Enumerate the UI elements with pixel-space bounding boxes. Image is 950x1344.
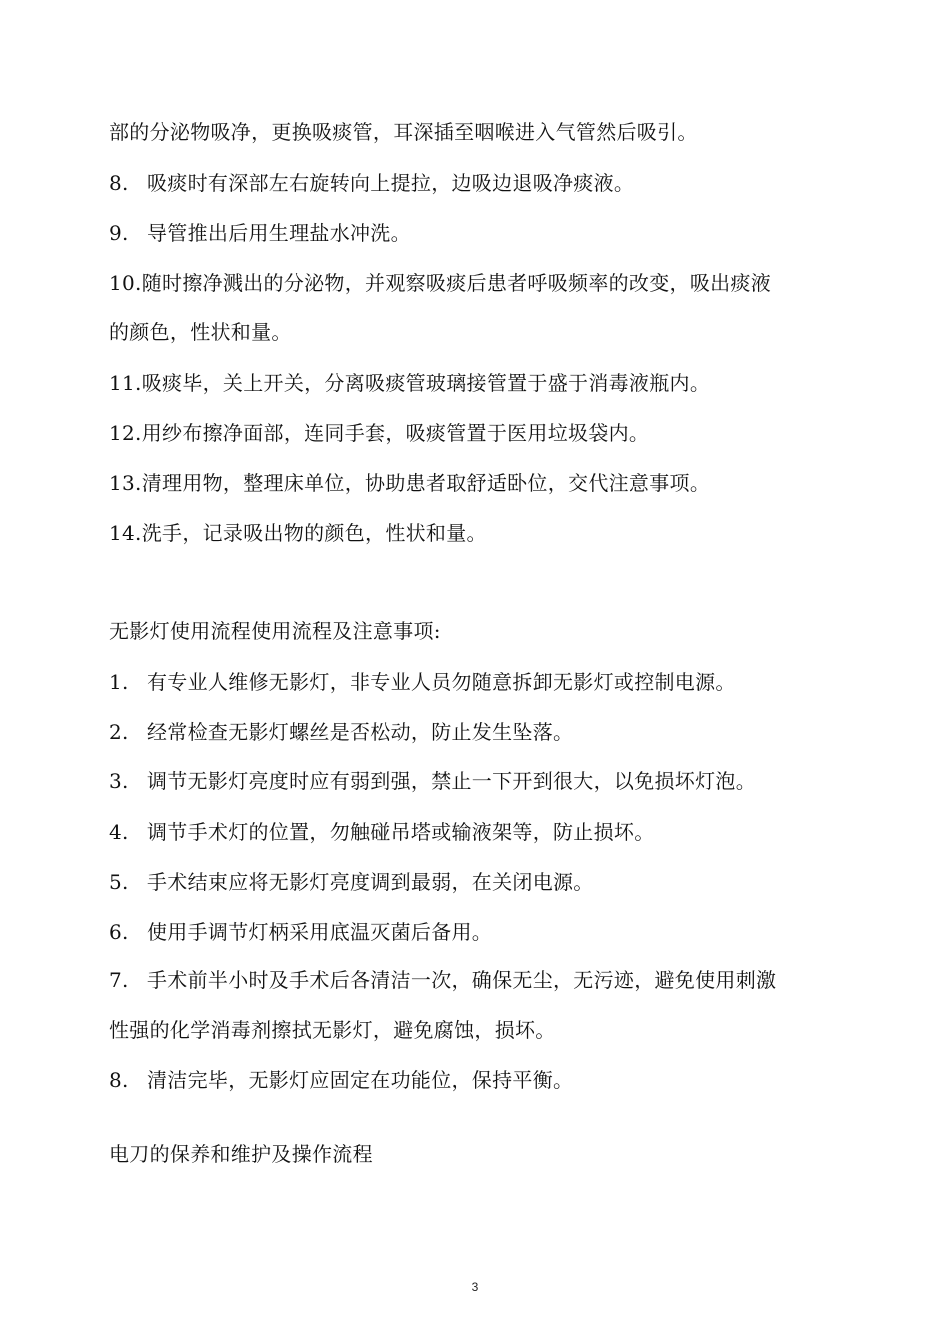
list-item-text: 经常检查无影灯螺丝是否松动，防止发生坠落。 xyxy=(147,720,574,744)
list-item xyxy=(109,1066,849,1094)
list-item-text: 手术结束应将无影灯亮度调到最弱，在关闭电源。 xyxy=(147,870,594,894)
page-number: 3 xyxy=(471,1280,479,1294)
list-item-text: 调节无影灯亮度时应有弱到强，禁止一下开到很大，以免损坏灯泡。 xyxy=(147,769,756,793)
list-item xyxy=(109,868,849,896)
list-item-text: 使用手调节灯柄采用底温灭菌后备用。 xyxy=(147,920,493,944)
list-item xyxy=(109,818,849,846)
list-item-number: 4. xyxy=(109,820,129,844)
list-item xyxy=(109,469,849,497)
list-item-number: 12. xyxy=(109,421,142,445)
list-item-text: 随时擦净溅出的分泌物，并观察吸痰后患者呼吸频率的改变，吸出痰液 xyxy=(141,271,772,295)
list-item-text: 导管推出后用生理盐水冲洗。 xyxy=(147,221,411,245)
list-item-text: 手术前半小时及手术后各清洁一次，确保无尘，无污迹，避免使用刺激 xyxy=(147,968,777,992)
list-item-text: 用纱布擦净面部，连同手套，吸痰管置于医用垃圾袋内。 xyxy=(141,421,650,445)
list-item xyxy=(109,219,849,247)
section-heading: 电刀的保养和维护及操作流程 xyxy=(109,1142,373,1166)
list-item xyxy=(109,668,849,696)
list-item-text: 吸痰时有深部左右旋转向上提拉，边吸边退吸净痰液。 xyxy=(147,171,635,195)
list-item-number: 10. xyxy=(109,271,142,295)
list-item-number: 8. xyxy=(109,1068,129,1092)
list-item-number: 6. xyxy=(109,920,129,944)
list-item xyxy=(109,966,849,994)
list-item-continuation: 性强的化学消毒剂擦拭无影灯，避免腐蚀，损坏。 xyxy=(109,1018,556,1042)
list-item-number: 7. xyxy=(109,968,129,992)
list-item-number: 11. xyxy=(109,371,142,395)
list-item-text: 清洁完毕，无影灯应固定在功能位，保持平衡。 xyxy=(147,1068,574,1092)
list-item xyxy=(109,419,849,447)
list-item xyxy=(109,718,849,746)
list-item xyxy=(109,918,849,946)
list-item-number: 9. xyxy=(109,221,129,245)
list-item xyxy=(109,369,849,397)
list-item-text: 吸痰毕，关上开关，分离吸痰管玻璃接管置于盛于消毒液瓶内。 xyxy=(141,371,711,395)
list-item-text: 清理用物，整理床单位，协助患者取舒适卧位，交代注意事项。 xyxy=(141,471,711,495)
list-item-number: 1. xyxy=(109,670,129,694)
list-item-number: 2. xyxy=(109,720,129,744)
list-item xyxy=(109,169,849,197)
list-item xyxy=(109,519,849,547)
list-item-number: 5. xyxy=(109,870,129,894)
list-item-number: 13. xyxy=(109,471,142,495)
list-item-text: 调节手术灯的位置，勿触碰吊塔或输液架等，防止损坏。 xyxy=(147,820,655,844)
section-heading: 无影灯使用流程使用流程及注意事项: xyxy=(109,619,441,643)
list-item-text: 洗手，记录吸出物的颜色，性状和量。 xyxy=(141,521,487,545)
paragraph-continuation: 部的分泌物吸净，更换吸痰管，耳深插至咽喉进入气管然后吸引。 xyxy=(109,120,698,144)
list-item-number: 14. xyxy=(109,521,142,545)
list-item xyxy=(109,767,849,795)
list-item-text: 有专业人维修无影灯，非专业人员勿随意拆卸无影灯或控制电源。 xyxy=(147,670,736,694)
list-item-continuation: 的颜色，性状和量。 xyxy=(109,320,292,344)
list-item-number: 3. xyxy=(109,769,129,793)
list-item-number: 8. xyxy=(109,171,129,195)
list-item xyxy=(109,269,849,297)
